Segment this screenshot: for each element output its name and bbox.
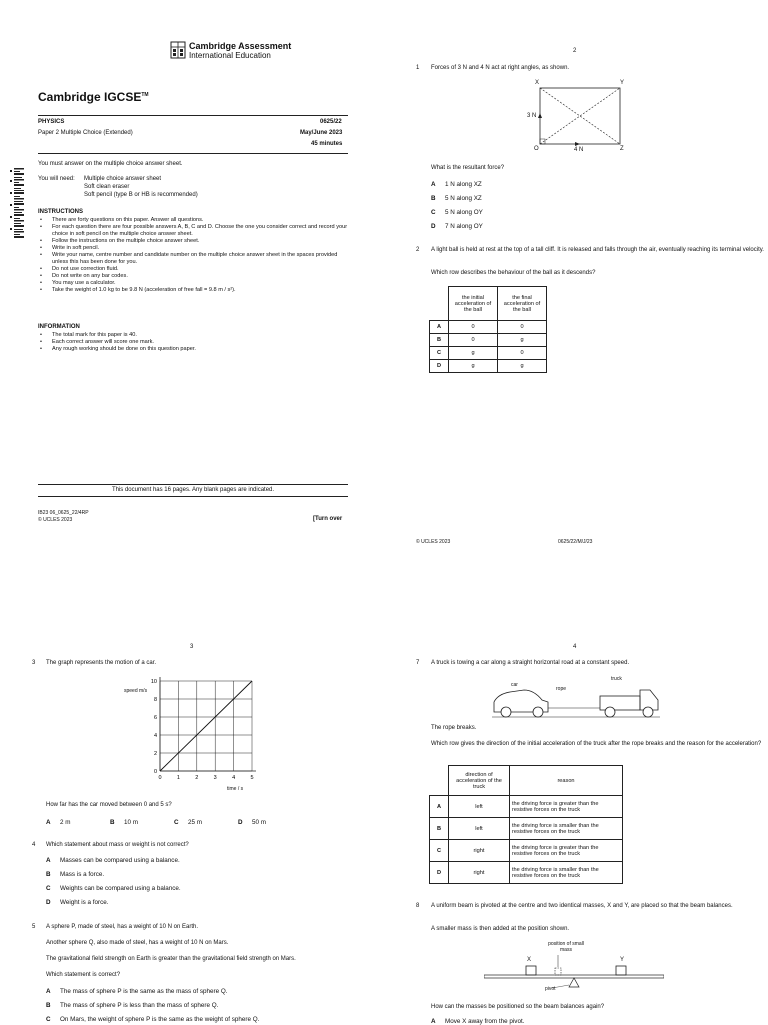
divider	[38, 115, 348, 116]
table-row: D g g	[430, 360, 547, 373]
information-heading: INFORMATION	[38, 324, 80, 330]
footer-doc-pages: This document has 16 pages. Any blank pages are indicated.	[111, 487, 275, 493]
session: May/June 2023	[300, 130, 343, 136]
table-header: direction of acceleration of the truck	[449, 766, 510, 796]
speed-time-chart	[140, 674, 268, 794]
page-number: 4	[573, 644, 577, 650]
y-tick-label: 4	[153, 733, 157, 739]
y-tick-label: 10	[150, 679, 157, 685]
paper-title: Paper 2 Multiple Choice (Extended)	[38, 130, 133, 136]
information-item: • Any rough working should be done on this question paper.	[38, 346, 350, 353]
question-text: A smaller mass is then added at the position shown.	[431, 926, 570, 932]
x-tick-label: 0	[158, 775, 162, 781]
question-text: The rope breaks.	[431, 725, 477, 731]
label-3n: 3 N	[527, 113, 537, 119]
information-item: • The total mark for this paper is 40.	[38, 332, 350, 339]
need-item: Soft pencil (type B or HB is recommended)	[84, 192, 198, 198]
question-number: 8	[416, 903, 420, 909]
question-text: The graph represents the motion of a car.	[46, 660, 157, 666]
information-item: • Each correct answer will score one mark.	[38, 339, 350, 346]
barcode-icon	[10, 168, 28, 240]
x-tick-label: 4	[232, 775, 236, 781]
instruction-item: • Take the weight of 1.0 kg to be 9.8 N (acceleration of free fall = 9.8 m / s²).	[38, 287, 350, 294]
question-text: A uniform beam is pivoted at the centre and two identical masses, X and Y, are placed so that the beam balances.	[431, 903, 733, 909]
question-text: Which row describes the behaviour of the ball as it descends?	[431, 270, 596, 276]
question-text: Which statement is correct?	[46, 972, 121, 978]
chart-xlabel: time / s	[227, 786, 244, 792]
subject: PHYSICS	[38, 119, 65, 125]
label-4n: 4 N	[574, 147, 584, 153]
table-header: reason	[510, 766, 623, 796]
qualification-title: Cambridge IGCSE™	[38, 90, 149, 104]
instruction-item: • Write in soft pencil.	[38, 245, 350, 252]
label-rope: rope	[556, 686, 567, 692]
duration: 45 minutes	[311, 141, 343, 147]
x-tick-label: 5	[250, 775, 254, 781]
instruction-item: • Do not use correction fluid.	[38, 266, 350, 273]
divider	[38, 496, 348, 497]
paper-code: 0625/22	[320, 119, 342, 125]
label-position-small-mass: position of small mass	[548, 941, 584, 953]
label-y: Y	[620, 957, 625, 963]
q2-table	[429, 286, 547, 373]
question-number: 3	[32, 660, 36, 666]
y-tick-label: 6	[153, 715, 157, 721]
question-text: Which statement about mass or weight is not correct?	[46, 842, 189, 848]
question-number: 1	[416, 65, 420, 71]
question-number: 4	[32, 842, 36, 848]
question-text: A light ball is held at rest at the top of a tall cliff. It is released and falls through the air, eventually reaching its terminal velocity.	[431, 247, 764, 253]
need-item: Soft clean eraser	[84, 184, 130, 190]
question-text: How can the masses be positioned so the beam balances again?	[431, 1004, 605, 1010]
question-text: Which row gives the direction of the initial acceleration of the truck after the rope breaks and the reason for the acceleration?	[431, 741, 762, 747]
beam-diagram	[484, 955, 664, 999]
instruction-item: • There are forty questions on this paper. Answer all questions.	[38, 217, 350, 224]
y-tick-label: 2	[153, 751, 157, 757]
instruction-item: • For each question there are four possible answers A, B, C and D. Choose the one you consider correct and record your choice in soft pencil on the multiple choice answer sheet.	[38, 224, 350, 238]
information-list	[38, 332, 350, 353]
logo-line-1: Cambridge Assessment	[189, 41, 292, 51]
table-row: B left the driving force is smaller than the resistive forces on the truck	[430, 818, 623, 840]
chart-ylabel: speed m/s	[124, 688, 148, 694]
table-row: C g 0	[430, 347, 547, 360]
y-tick-label: 0	[153, 769, 157, 775]
page-number: 3	[190, 644, 194, 650]
footer-copyright: © UCLES 2023	[38, 517, 73, 523]
force-diagram	[520, 78, 632, 154]
question-text: What is the resultant force?	[431, 165, 505, 171]
question-text: Another sphere Q, also made of steel, has a weight of 10 N on Mars.	[46, 940, 229, 946]
label-z: Z	[620, 146, 624, 152]
table-row: D right the driving force is smaller than the resistive forces on the truck	[430, 862, 623, 884]
truck-icon	[600, 696, 640, 710]
instruction-item: • Do not write on any bar codes.	[38, 273, 350, 280]
x-tick-label: 1	[176, 775, 180, 781]
question-text: How far has the car moved between 0 and 5 s?	[46, 802, 172, 808]
instruction-item: • Follow the instructions on the multiple choice answer sheet.	[38, 238, 350, 245]
table-row: A left the driving force is greater than the resistive forces on the truck	[430, 796, 623, 818]
table-row: B 0 g	[430, 334, 547, 347]
answer-sheet-note: You must answer on the multiple choice answer sheet.	[38, 161, 183, 167]
x-tick-label: 2	[195, 775, 199, 781]
table-header: the initial acceleration of the ball	[449, 287, 498, 321]
page-number: 2	[573, 48, 577, 54]
truck-car-diagram	[490, 672, 662, 720]
you-will-need-label: You will need:	[38, 176, 75, 182]
label-y: Y	[620, 80, 625, 86]
table-row: A 0 0	[430, 321, 547, 334]
need-item: Multiple choice answer sheet	[84, 176, 162, 182]
label-pivot: pivot	[545, 986, 556, 992]
table-header: the final acceleration of the ball	[498, 287, 547, 321]
label-x: X	[527, 957, 532, 963]
label-truck: truck	[611, 676, 622, 682]
instructions-heading: INSTRUCTIONS	[38, 209, 83, 215]
turn-over: [Turn over	[313, 516, 343, 522]
question-text: The gravitational field strength on Earth is greater than the gravitational field strength on Mars.	[46, 956, 296, 962]
question-number: 2	[416, 247, 420, 253]
footer-copyright: © UCLES 2023	[416, 539, 451, 545]
label-car: car	[511, 682, 518, 688]
question-number: 7	[416, 660, 420, 666]
question-number: 5	[32, 924, 36, 930]
question-text: A sphere P, made of steel, has a weight of 10 N on Earth.	[46, 924, 198, 930]
question-text: A truck is towing a car along a straight horizontal road at a constant speed.	[431, 660, 630, 666]
instructions-list	[38, 217, 350, 294]
series-line	[160, 681, 252, 771]
logo-line-2: International Education	[189, 51, 271, 60]
divider	[38, 153, 348, 154]
x-tick-label: 3	[213, 775, 217, 781]
cambridge-crest-icon	[170, 41, 186, 59]
question-text: Forces of 3 N and 4 N act at right angles, as shown.	[431, 65, 570, 71]
q7-table	[429, 765, 623, 884]
instruction-item: • Write your name, centre number and candidate number on the multiple choice answer sheet in the spaces provided unless this has been done for you.	[38, 252, 350, 266]
divider	[38, 484, 348, 485]
y-tick-label: 8	[153, 697, 157, 703]
label-o: O	[534, 146, 539, 152]
table-row: C right the driving force is greater than the resistive forces on the truck	[430, 840, 623, 862]
instruction-item: • You may use a calculator.	[38, 280, 350, 287]
footer-code: IB23 06_0625_22/4RP	[38, 510, 89, 516]
label-x: X	[535, 80, 540, 86]
footer-code: 0625/22/M/J/23	[558, 539, 593, 545]
